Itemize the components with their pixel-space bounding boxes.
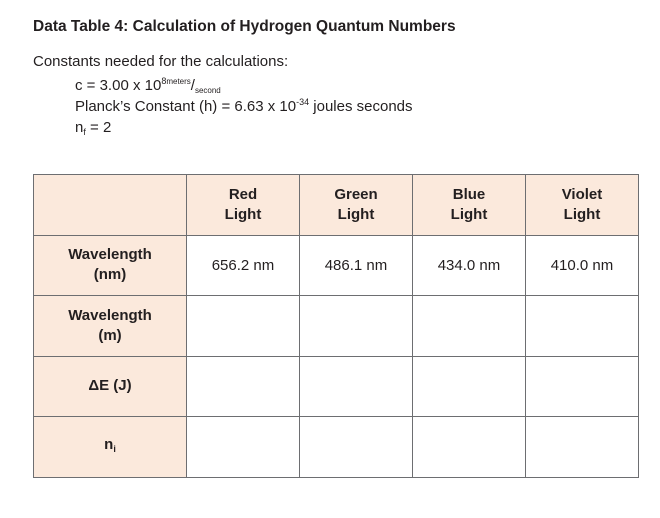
table-row-wavelength-nm	[34, 235, 639, 296]
header-label: Blue	[452, 185, 486, 203]
table-row-wavelength-m	[34, 296, 639, 357]
cell-red-wavelength-nm: 656.2 nm	[187, 235, 300, 296]
c-unit-denominator: second	[194, 86, 221, 95]
cell-blue-ni[interactable]	[413, 417, 526, 478]
page-title: Data Table 4: Calculation of Hydrogen Quantum Numbers	[33, 18, 456, 35]
cell-green-delta-e[interactable]	[300, 356, 413, 417]
cell-red-ni[interactable]	[187, 417, 300, 478]
table-row-delta-e	[34, 356, 639, 417]
planck-prefix: Planck’s Constant (h) = 6.63 x 10	[75, 98, 297, 115]
c-exponent: 8	[161, 76, 167, 86]
cell-green-ni[interactable]	[300, 417, 413, 478]
speed-of-light-constant	[75, 76, 221, 95]
header-green-light	[300, 175, 413, 236]
row-label: (nm)	[93, 266, 127, 284]
header-blue-light	[413, 175, 526, 236]
row-label-delta-e: ΔE (J)	[34, 356, 187, 417]
header-corner-cell	[34, 175, 187, 236]
planck-exponent: -34	[296, 97, 310, 107]
header-label: Light	[224, 205, 262, 223]
cell-violet-delta-e[interactable]	[526, 356, 639, 417]
header-label: Light	[450, 205, 488, 223]
cell-red-wavelength-m[interactable]	[187, 296, 300, 357]
table-row-ni	[34, 417, 639, 478]
nf-base: n	[75, 119, 84, 136]
row-label-wavelength-m	[34, 296, 187, 357]
row-label: (m)	[98, 326, 122, 344]
c-unit-numerator: meters	[166, 77, 191, 86]
table-header-row	[34, 175, 639, 236]
cell-violet-ni[interactable]	[526, 417, 639, 478]
cell-blue-wavelength-nm: 434.0 nm	[413, 235, 526, 296]
header-label: Violet	[561, 185, 603, 203]
ni-subscript: i	[113, 443, 116, 454]
nf-subscript: f	[83, 127, 86, 137]
c-unit-separator: /	[190, 77, 195, 94]
header-red-light	[187, 175, 300, 236]
nf-constant	[75, 119, 111, 137]
cell-blue-delta-e[interactable]	[413, 356, 526, 417]
row-label: Wavelength	[68, 306, 152, 324]
constants-intro: Constants needed for the calculations:	[33, 53, 289, 70]
header-violet-light	[526, 175, 639, 236]
row-label-wavelength-nm	[34, 235, 187, 296]
quantum-numbers-table	[33, 174, 639, 478]
header-label: Light	[563, 205, 601, 223]
header-label: Light	[337, 205, 375, 223]
cell-violet-wavelength-nm: 410.0 nm	[526, 235, 639, 296]
cell-red-delta-e[interactable]	[187, 356, 300, 417]
c-prefix: c = 3.00 x 10	[75, 77, 162, 94]
planck-suffix: joules seconds	[309, 98, 413, 115]
cell-green-wavelength-nm: 486.1 nm	[300, 235, 413, 296]
row-label-ni	[34, 417, 187, 478]
cell-green-wavelength-m[interactable]	[300, 296, 413, 357]
header-label: Red	[228, 185, 258, 203]
row-label: Wavelength	[68, 246, 152, 264]
ni-base: n	[104, 435, 114, 453]
nf-value: = 2	[85, 119, 112, 136]
header-label: Green	[334, 185, 378, 203]
planck-constant	[75, 97, 413, 115]
cell-blue-wavelength-m[interactable]	[413, 296, 526, 357]
cell-violet-wavelength-m[interactable]	[526, 296, 639, 357]
